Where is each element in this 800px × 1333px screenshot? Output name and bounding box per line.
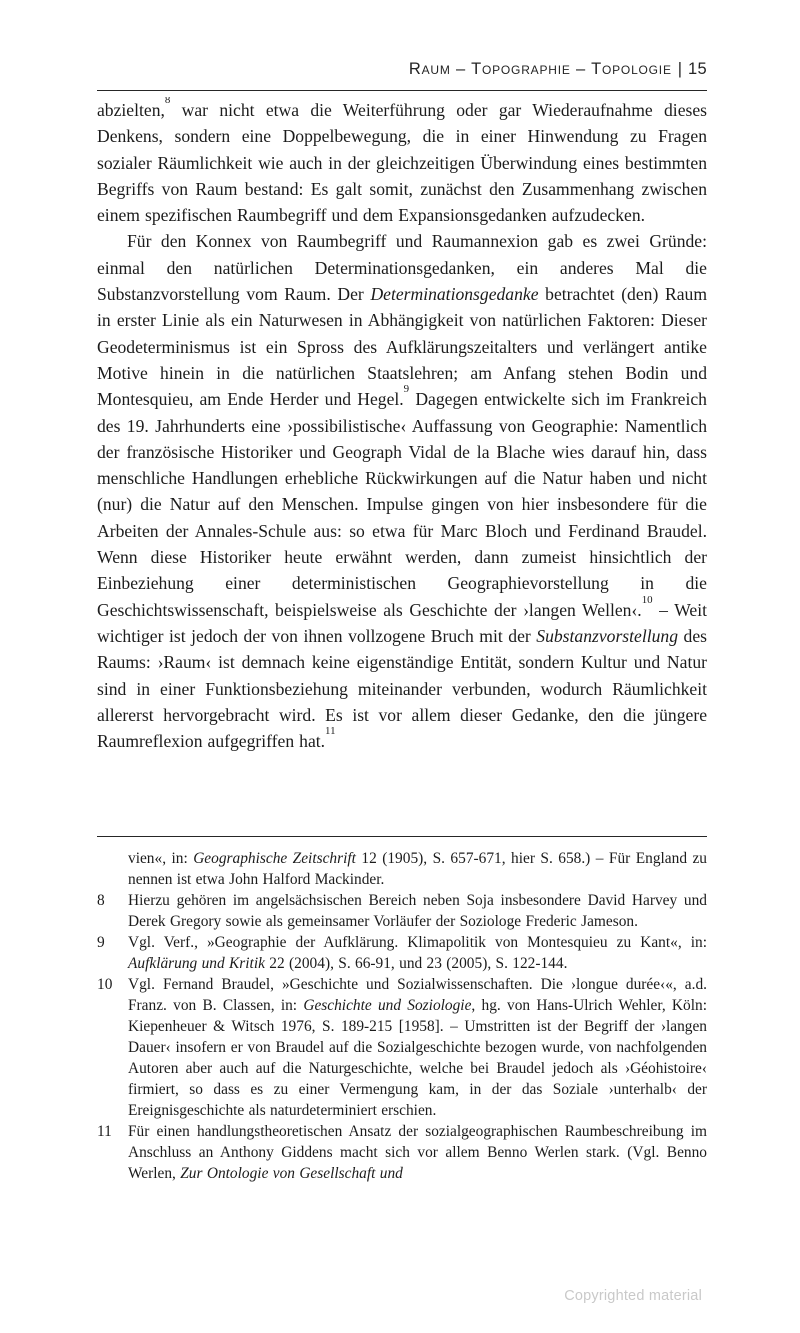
italic-text-run: Aufklärung und Kritik <box>128 955 265 972</box>
page-number: 15 <box>688 60 707 78</box>
text-run: war nicht etwa die Weiterführung oder gar Wiederaufnahme dieses Denkens, sondern eine Doppelbewegung, die in einer Hinwendung zu Fragen sozialer Räumlichkeit wie auch in der gleichzeitigen Überwindung eines bestimmten Begriffs von Raum bestand: Es galt somit, zunächst den Zusammenhang zwischen einem spezifischen Raumbegriff und dem Expansionsgedanken aufzudecken. <box>97 100 707 226</box>
footnote-9 <box>97 932 707 974</box>
footnote-text <box>128 892 707 930</box>
body-paragraph-2 <box>97 228 707 754</box>
footnote-text <box>128 1123 707 1182</box>
text-run: Hierzu gehören im angelsächsischen Bereich neben Soja insbesondere David Harvey und Derek Gregory sowie als gemeinsamer Vorläufer der Soziologe Frederic Jameson. <box>128 892 707 930</box>
header-rule <box>97 90 707 91</box>
text-run: 12 (1905), S. 657-671, hier S. 658.) – Für England zu nennen ist etwa John Halford Mackinder. <box>128 850 707 888</box>
footnote-number: 11 <box>97 1123 112 1140</box>
footnote-number: 8 <box>97 892 105 909</box>
main-text-block <box>97 97 707 839</box>
running-title: Raum – Topographie – Topologie <box>408 60 672 78</box>
text-run: betrachtet (den) Raum in erster Linie als ein Naturwesen in Abhängigkeit von natürlichen Faktoren: Dieser Geodeterminismus ist ein Spross des Aufklärungszeitalters und verlängert antike Motive hinein in die natürlichen Staatslehren; am Anfang stehen Bodin und Montesquieu, am Ende Herder und Hegel. <box>97 284 707 410</box>
italic-text-run: Zur Ontologie von Gesellschaft und <box>180 1165 403 1182</box>
text-run: Vgl. Verf., »Geographie der Aufklärung. Klimapolitik von Montesquieu zu Kant«, in: <box>128 934 707 951</box>
text-run: Für einen handlungstheoretischen Ansatz der sozialgeographischen Raumbeschreibung im Anschluss an Anthony Giddens macht sich vor allem Benno Werlen stark. (Vgl. Benno Werlen, <box>128 1123 707 1182</box>
footnote-ref-superscript: 10 <box>641 593 653 606</box>
footnote-number: 9 <box>97 934 105 951</box>
text-run: – Weit wichtiger ist jedoch der von ihnen vollzogene Bruch mit der <box>97 599 707 646</box>
italic-text-run: Geschichte und Soziologie <box>303 997 472 1014</box>
copyright-watermark: Copyrighted material <box>564 1288 702 1304</box>
italic-text-run: Geographische Zeitschrift <box>193 850 356 867</box>
footnote-10 <box>97 974 707 1121</box>
italic-text-run: Substanzvorstellung <box>536 625 679 646</box>
text-run: , hg. von Hans-Ulrich Wehler, Köln: Kiepenheuer & Witsch 1976, S. 189-215 [1958]. – Umstritten ist der Begriff der ›langen Dauer‹ insofern er von Braudel auf die Sozialgeschichte bezogen wurde, von nachfolgenden Autoren aber auch auf die Naturgeschichte, welche bei Braudel jedoch als ›Géohistoire‹ firmiert, so dass es zu einer Vermengung kam, in der das Soziale ›unterhalb‹ der Ereignisgeschichte als naturdeterminiert erschien. <box>128 997 707 1119</box>
running-head <box>97 60 707 79</box>
footnote-number: 10 <box>97 976 113 993</box>
text-run: abzielten, <box>97 100 165 120</box>
footnote-ref-superscript: 11 <box>325 725 336 738</box>
text-run: 22 (2004), S. 66-91, und 23 (2005), S. 122-144. <box>264 955 568 972</box>
body-paragraph-1 <box>97 97 707 228</box>
footnote-continuation <box>97 848 707 890</box>
footnote-ref-superscript: 8 <box>164 97 171 107</box>
footnote-ref-superscript: 9 <box>403 383 410 396</box>
footnote-11 <box>97 1121 707 1184</box>
header-separator: | <box>677 60 683 78</box>
footnote-text <box>128 934 707 972</box>
text-run: Vgl. Fernand Braudel, »Geschichte und Sozialwissenschaften. Die ›longue durée‹«, a.d. Franz. von B. Classen, in: <box>128 976 707 1014</box>
text-run: des Raums: ›Raum‹ ist demnach keine eigenständige Entität, sondern Kultur und Natur sind in einer Funktionsbeziehung miteinander verbunden, wodurch Räumlichkeit allererst hervorgebracht wird. Es ist vor allem dieser Gedanke, den die jüngere Raumreflexion aufgegriffen hat. <box>97 625 707 752</box>
footnote-8 <box>97 890 707 932</box>
italic-text-run: Determinationsgedanke <box>370 284 539 305</box>
text-run: Dagegen entwickelte sich im Frankreich des 19. Jahrhunderts eine ›possibilistische‹ Auffassung von Geographie: Namentlich der französische Historiker und Geograph Vidal de la Blache wies darauf hin, dass menschliche Handlungen erhebliche Rückwirkungen auf die Natur haben und nicht (nur) die Natur auf den Menschen. Impulse gingen von hier insbesondere für die Arbeiten der Annales-Schule aus: so etwa für Marc Bloch und Ferdinand Braudel. Wenn diese Historiker heute erwähnt werden, dann zumeist hinsichtlich der Einbeziehung einer deterministischen Geographievorstellung in die Geschichtswissenschaft, beispielsweise als Geschichte der ›langen Wellen‹. <box>97 389 707 620</box>
text-run: Für den Konnex von Raumbegriff und Raumannexion gab es zwei Gründe: einmal den natürlichen Determinationsgedanken, ein anderes Mal die Substanzvorstellung vom Raum. Der <box>97 231 707 305</box>
footnote-text <box>128 850 707 888</box>
footnotes-section <box>97 848 707 1184</box>
footnote-text <box>128 976 707 1119</box>
footnote-separator-rule <box>97 836 707 837</box>
text-run: vien«, in: <box>128 850 194 867</box>
